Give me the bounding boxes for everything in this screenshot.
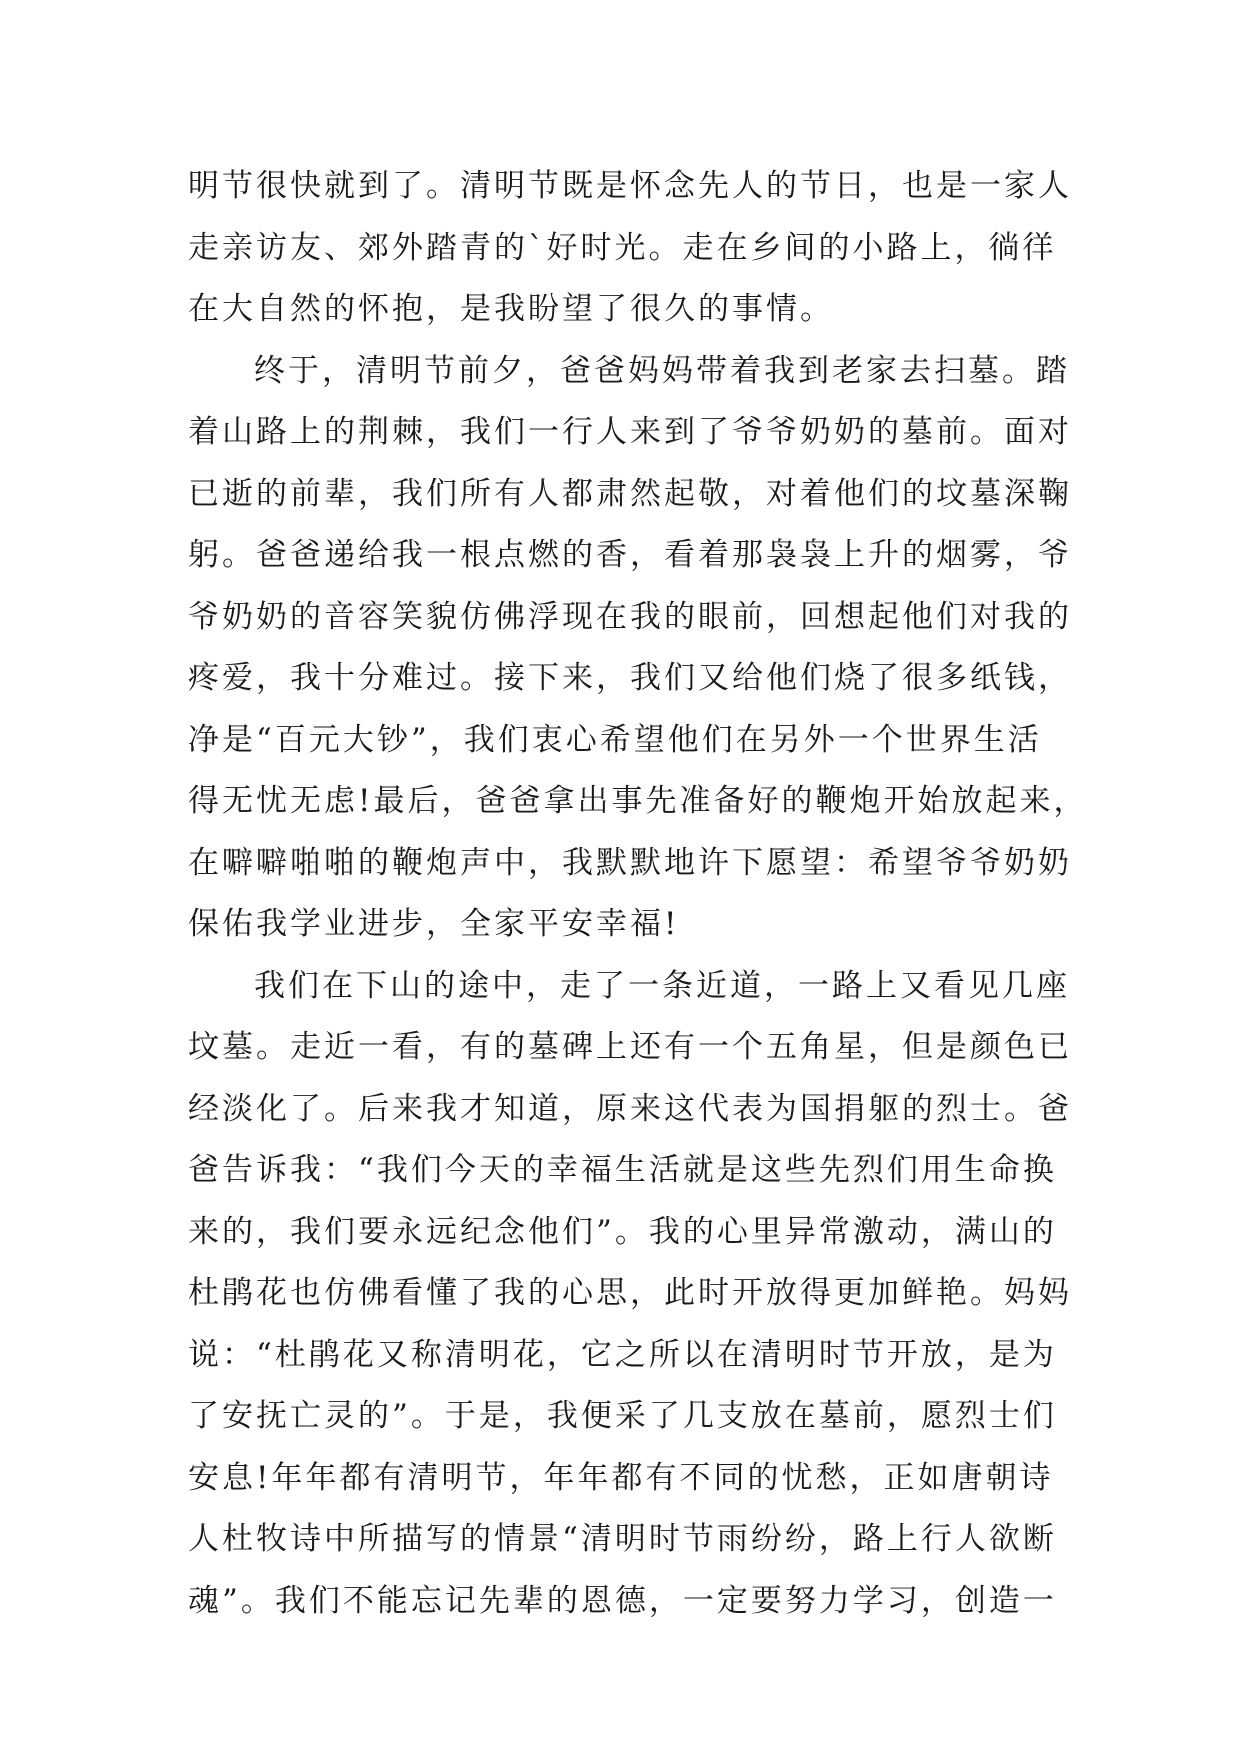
text-line: 在大自然的怀抱，是我盼望了很久的事情。 [188, 291, 834, 327]
text-line: 安息!年年都有清明节，年年都有不同的忧愁，正如唐朝诗 [188, 1459, 1054, 1496]
text-line: 爷奶奶的音容笑貌仿佛浮现在我的眼前，回想起他们对我的 [188, 598, 1072, 635]
text-line: 经淡化了。后来我才知道，原来这代表为国捐躯的烈士。爸 [188, 1090, 1072, 1127]
text-line: 杜鹃花也仿佛看懂了我的心思，此时开放得更加鲜艳。妈妈 [188, 1275, 1072, 1311]
text-line: 净是“百元大钞”，我们衷心希望他们在另外一个世界生活 [188, 721, 1042, 758]
text-line: 在噼噼啪啪的鞭炮声中，我默默地许下愿望：希望爷爷奶奶 [188, 844, 1072, 881]
text-line: 得无忧无虑!最后，爸爸拿出事先准备好的鞭炮开始放起来， [188, 783, 1088, 819]
article-body [188, 156, 1088, 1632]
text-line: 躬。爸爸递给我一根点燃的香，看着那袅袅上升的烟雾，爷 [188, 537, 1072, 573]
text-line: 明节很快就到了。清明节既是怀念先人的节日，也是一家人 [188, 168, 1072, 204]
text-line: 坟墓。走近一看，有的墓碑上还有一个五角星，但是颜色已 [188, 1029, 1072, 1065]
text-line: 魂”。我们不能忘记先辈的恩德，一定要努力学习，创造一 [188, 1582, 1057, 1619]
text-line: 说：“杜鹃花又称清明花，它之所以在清明时节开放，是为 [188, 1336, 1057, 1373]
text-line: 人杜牧诗中所描写的情景“清明时节雨纷纷，路上行人欲断 [188, 1521, 1057, 1557]
text-line: 疼爱，我十分难过。接下来，我们又给他们烧了很多纸钱， [188, 660, 1072, 696]
paragraph-start-line: 我们在下山的途中，走了一条近道，一路上又看见几座 [254, 967, 1070, 1004]
text-line: 保佑我学业进步，全家平安幸福! [188, 906, 680, 942]
paragraph-start-line: 终于，清明节前夕，爸爸妈妈带着我到老家去扫墓。踏 [254, 352, 1070, 389]
text-line: 了安抚亡灵的”。于是，我便采了几支放在墓前，愿烈士们 [188, 1398, 1057, 1434]
text-line: 着山路上的荆棘，我们一行人来到了爷爷奶奶的墓前。面对 [188, 414, 1072, 450]
text-line: 已逝的前辈，我们所有人都肃然起敬，对着他们的坟墓深鞠 [188, 475, 1072, 512]
text-line: 走亲访友、郊外踏青的`好时光。走在乡间的小路上，徜徉 [188, 229, 1057, 266]
text-line: 来的，我们要永远纪念他们”。我的心里异常激动，满山的 [188, 1213, 1057, 1250]
text-line: 爸告诉我：“我们今天的幸福生活就是这些先烈们用生命换 [188, 1152, 1057, 1188]
